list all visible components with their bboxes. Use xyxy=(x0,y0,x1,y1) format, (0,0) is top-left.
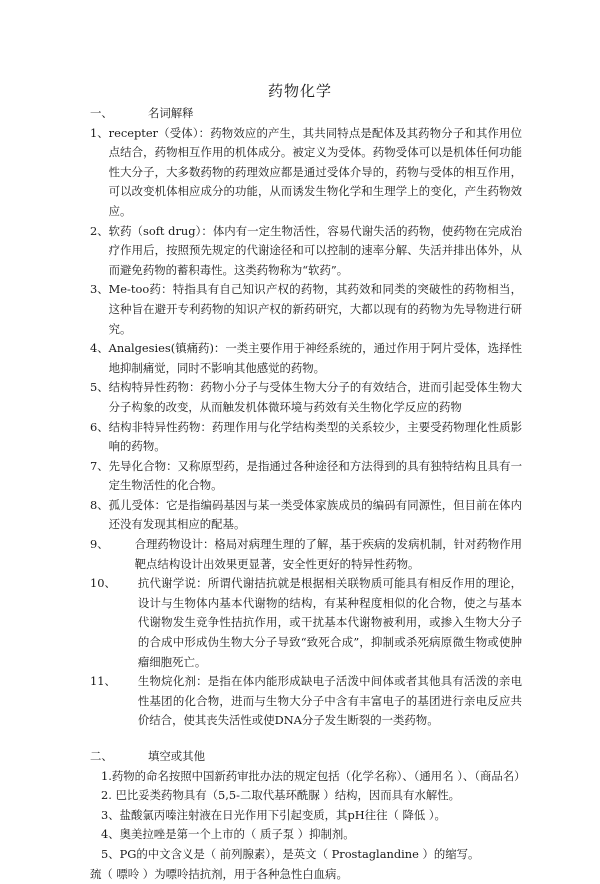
definition-item xyxy=(90,574,522,672)
fill-line: 4、奥美拉唑是第一个上市的（ 质子泵 ）抑制剂。 xyxy=(101,827,355,842)
item-number: 3、 xyxy=(90,282,109,297)
item-text: 软药（soft drug）：体内有一定生物活性，容易代谢失活的药物，使药物在完成治疗作用后，按照预先规定的代谢途径和可以控制的速率分解、失活并排出体外，从而避免药物的蓄积毒性。这类药物称为“软药”。 xyxy=(108,223,522,277)
item-number: 7、 xyxy=(90,458,109,473)
item-number: 2、 xyxy=(90,223,109,238)
section-heading xyxy=(90,104,522,124)
item-text: 结构非特异性药物：药理作用与化学结构类型的关系较少，主要受药物理化性质影响的药物。 xyxy=(108,419,522,454)
definition-item xyxy=(90,222,522,281)
item-gap xyxy=(109,535,135,574)
section-title: 名词解释 xyxy=(148,106,194,120)
item-text: 孤儿受体：它是指编码基因与某一类受体家族成员的编码有同源性，但目前在体内还没有发现其相应的配基。 xyxy=(108,497,522,532)
fill-line: 5、PG的中文含义是（ 前列腺素），是英文（ Prostaglandine ）的缩写。 xyxy=(101,846,480,861)
definition-item xyxy=(90,378,522,417)
fill-line: 1.药物的命名按照中国新药审批办法的规定包括（化学名称）、（通用名 ）、（商品名） xyxy=(101,768,526,783)
item-number: 1、 xyxy=(90,125,109,140)
item-text: 生物烷化剂：是指在体内能形成缺电子活泼中间体或者其他具有活泼的亲电性基团的化合物，进而与生物大分子中含有丰富电子的基团进行亲电反应共价结合，使其丧失活性或使DNA分子发生断裂的一类药物。 xyxy=(137,674,522,728)
item-text: Me-too药：特指具有自己知识产权的药物，其药效和同类的突破性的药物相当，这种旨在避开专利药物的知识产权的新药研究，大都以现有的药物为先导物进行研究。 xyxy=(108,282,522,336)
section-number: 一、 xyxy=(90,106,113,120)
fill-line: 2. 巴比妥类药物具有（5,5-二取代基环酰脲 ）结构，因而具有水解性。 xyxy=(101,788,461,803)
definition-item xyxy=(90,535,522,574)
definition-item xyxy=(90,418,522,457)
item-text: 抗代谢学说：所谓代谢拮抗就是根据相关联物质可能具有相反作用的理论，设计与生物体内基本代谢物的结构，有某种程度相似的化合物，使之与基本代谢物发生竞争性拮抗作用，或干扰基本代谢物被利用，或掺入生物大分子的合成中形成伪生物大分子导致“致死合成”，抑制或杀死病原微生物或使肿瘤细胞死亡。 xyxy=(137,576,522,669)
item-text: 先导化合物：又称原型药，是指通过各种途径和方法得到的具有独特结构且具有一定生物活性的化合物。 xyxy=(108,458,522,493)
definition-item xyxy=(90,339,522,378)
section-title: 填空或其他 xyxy=(148,749,205,763)
section-number: 二、 xyxy=(90,749,113,763)
definition-item xyxy=(90,124,522,222)
item-text: 结构特异性药物：药物小分子与受体生物大分子的有效结合，进而引起受体生物大分子构象的改变，从而触发机体微环境与药效有关生物化学反应的药物 xyxy=(108,380,522,414)
definition-item xyxy=(90,457,522,496)
item-text: 合理药物设计：格局对病理生理的了解，基于疾病的发病机制，针对药物作用靶点结构设计出效果更显著，安全性更好的特异性药物。 xyxy=(134,537,522,571)
definition-item xyxy=(90,672,522,731)
item-gap xyxy=(116,574,138,672)
item-number: 8、 xyxy=(90,497,109,512)
definition-item xyxy=(90,496,522,535)
item-gap xyxy=(116,672,138,731)
section-heading xyxy=(90,747,522,767)
document-body xyxy=(90,104,526,884)
item-number: 11、 xyxy=(90,674,116,689)
document-title: 药物化学 xyxy=(267,82,332,100)
item-number: 6、 xyxy=(90,419,109,434)
item-number: 10、 xyxy=(90,576,116,591)
fill-line: 巯（ 嘌呤 ）为嘌呤拮抗剂，用于各种急性白血病。 xyxy=(90,866,348,881)
item-number: 4、 xyxy=(90,341,109,356)
item-number: 5、 xyxy=(90,380,109,395)
definition-item xyxy=(90,280,522,339)
item-text: recepter（受体）：药物效应的产生，其共同特点是配体及其药物分子和其作用位点结合，药物相互作用的机体成分。被定义为受体。药物受体可以是机体任何功能性大分子，大多数药物的药理效应都是通过受体介导的，药物与受体的相互作用，可以改变机体相应成分的功能，从而诱发生物化学和生理学上的变化，产生药物效应。 xyxy=(108,125,522,218)
fill-line: 3、盐酸氯丙嗪注射液在日光作用下引起变质，其pH往往（ 降低 ）。 xyxy=(101,807,446,822)
item-text: Analgesies(镇痛药)：一类主要作用于神经系统的，通过作用于阿片受体，选择性地抑制痛觉，同时不影响其他感觉的药物。 xyxy=(108,341,522,375)
item-number: 9、 xyxy=(90,537,109,552)
